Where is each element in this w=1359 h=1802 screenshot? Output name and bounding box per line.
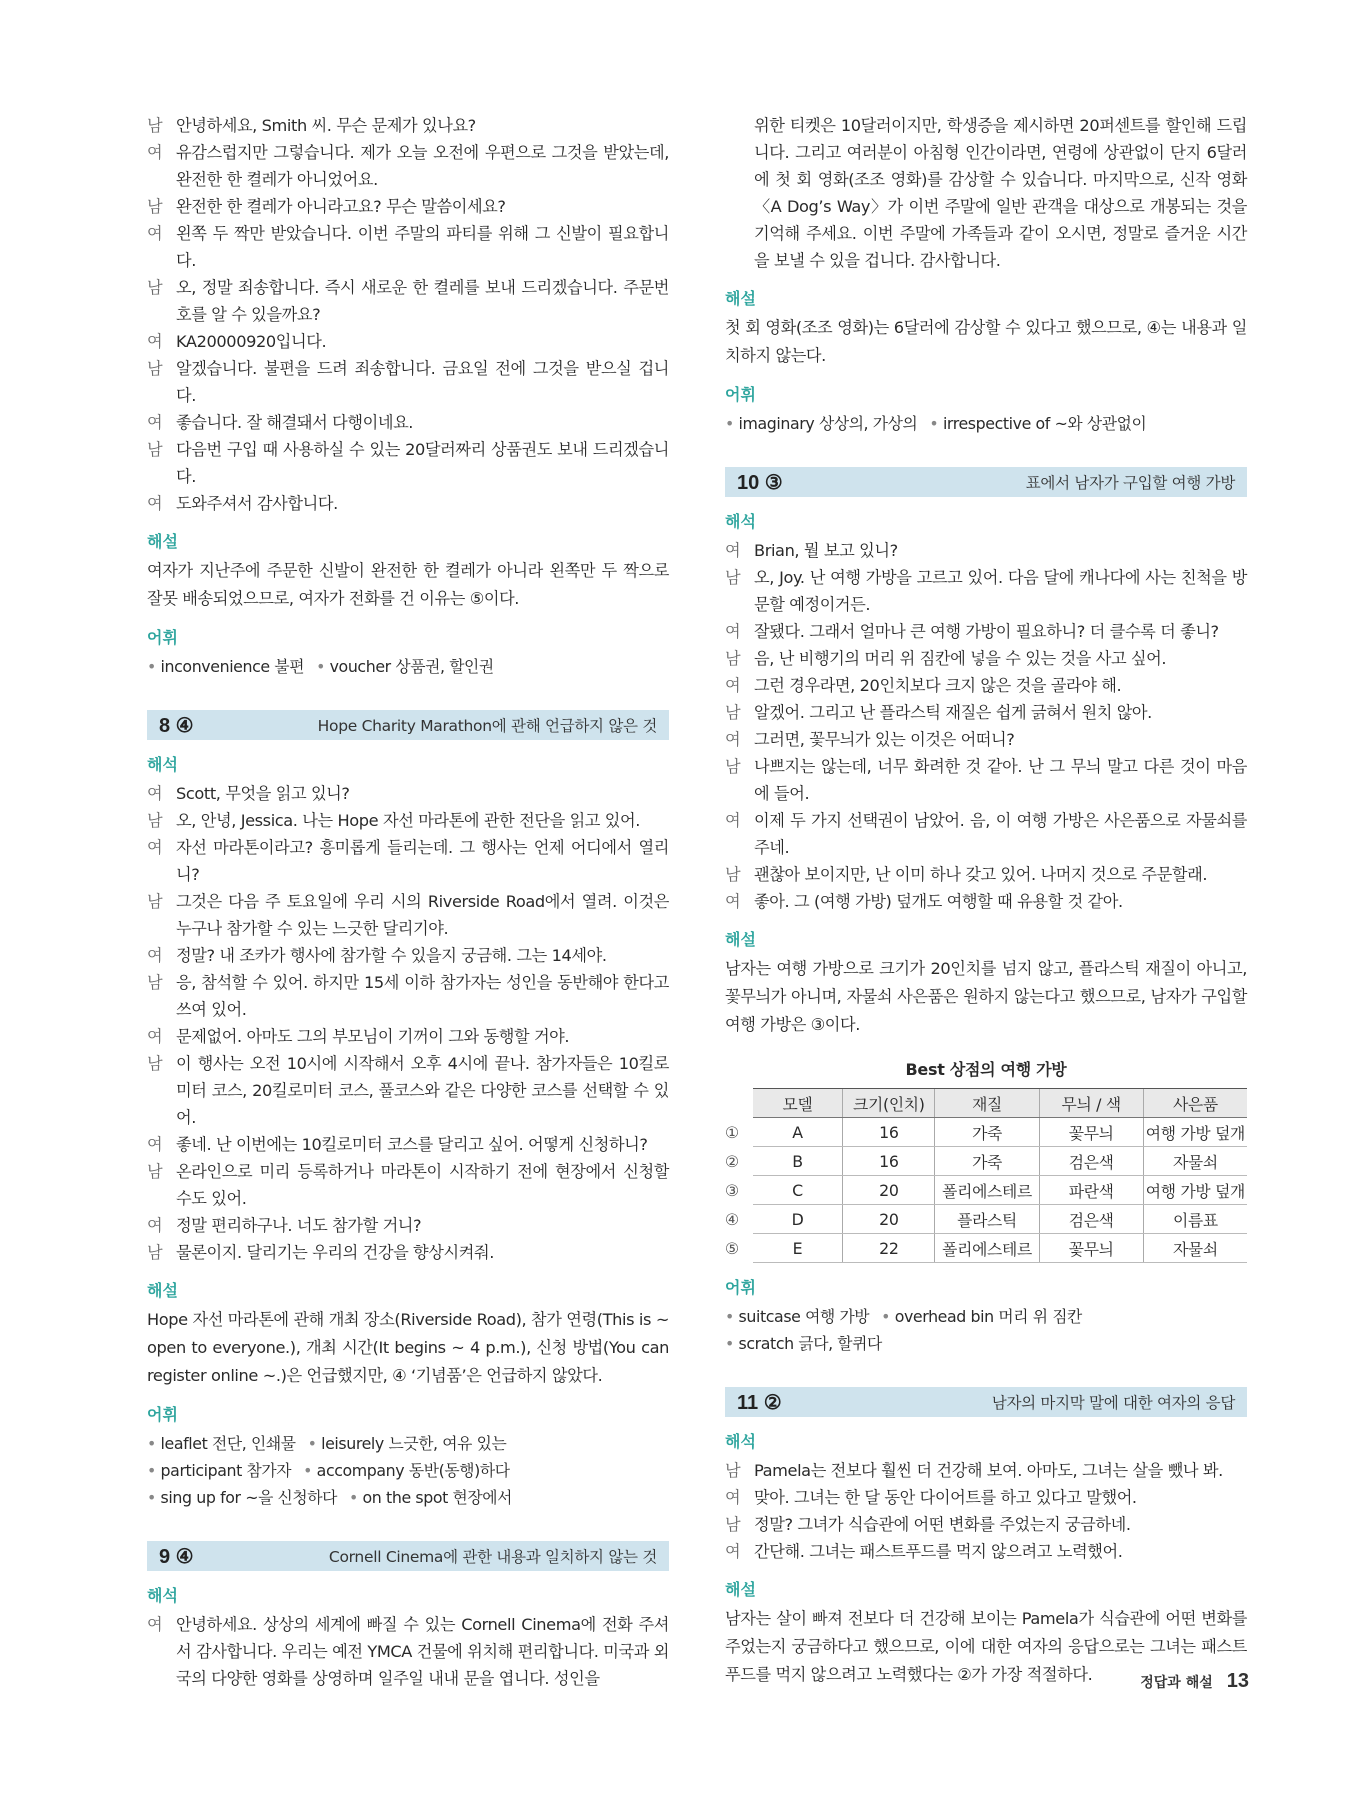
footer-label: 정답과 해설	[1140, 1675, 1213, 1691]
dialog-line	[147, 1131, 669, 1158]
dialog-text: 좋아. 그 (여행 가방) 덮개도 여행할 때 유용할 것 같아.	[754, 892, 1123, 911]
table-cell: 22	[843, 1234, 935, 1263]
table-cell: 검은색	[1039, 1147, 1143, 1176]
dialog-text: Pamela는 전보다 훨씬 더 건강해 보여. 아마도, 그녀는 살을 뺐나 봐.	[754, 1461, 1223, 1480]
dialog-text: 정말 편리하구나. 너도 참가할 거니?	[176, 1216, 422, 1235]
page-number: 13	[1226, 1670, 1249, 1692]
speaker-label: 여	[147, 143, 163, 162]
speaker-label: 여	[147, 1027, 163, 1046]
table-cell: 폴리에스테르	[935, 1234, 1039, 1263]
dialog-text: 다음번 구입 때 사용하실 수 있는 20달러짜리 상품권도 보내 드리겠습니다.	[176, 440, 669, 486]
dialog-text: Brian, 뭘 보고 있니?	[754, 541, 898, 560]
dialog-text: Scott, 무엇을 읽고 있니?	[176, 784, 350, 803]
speaker-label: 남	[147, 197, 163, 216]
haeseol-label: 해설	[725, 289, 756, 308]
dialog-line	[147, 409, 669, 436]
dialog-text: 자선 마라톤이라고? 흥미롭게 들리는데. 그 행사는 언제 어디에서 열리니?	[176, 838, 669, 884]
right-column	[725, 112, 1247, 1689]
dialog-line	[147, 220, 669, 274]
vocab-item: • inconvenience 불편	[147, 653, 304, 680]
speaker-label: 남	[147, 1162, 163, 1181]
speaker-label: 여	[147, 784, 163, 803]
dialog-line	[725, 645, 1247, 672]
speaker-label: 여	[725, 811, 741, 830]
speaker-label: 여	[147, 838, 163, 857]
dialog-text: 완전한 한 켤레가 아니라고요? 무슨 말씀이세요?	[176, 197, 506, 216]
dialog-line	[725, 861, 1247, 888]
dialog-line	[147, 328, 669, 355]
dialog-text: 이 행사는 오전 10시에 시작해서 오후 4시에 끝나. 참가자들은 10킬로미터 코스, 20킬로미터 코스, 풀코스와 같은 다양한 코스를 선택할 수 있어.	[176, 1054, 669, 1127]
dialog-text: 안녕하세요, Smith 씨. 무슨 문제가 있나요?	[176, 116, 476, 135]
dialog-text: 온라인으로 미리 등록하거나 마라톤이 시작하기 전에 현장에서 신청할 수도 있어.	[176, 1162, 669, 1208]
dialog-line	[147, 1158, 669, 1212]
table-header-cell: 모델	[753, 1089, 843, 1118]
vocab-item: • voucher 상품권, 할인권	[316, 653, 494, 680]
dialog-line	[147, 274, 669, 328]
table-cell: D	[753, 1205, 843, 1234]
option-mark: ①	[725, 1122, 739, 1142]
dialog-text: 좋네. 난 이번에는 10킬로미터 코스를 달리고 싶어. 어떻게 신청하니?	[176, 1135, 648, 1154]
speaker-label: 남	[147, 440, 163, 459]
dialog-line	[147, 355, 669, 409]
speaker-label: 남	[725, 649, 741, 668]
speaker-label: 여	[147, 1135, 163, 1154]
table-header-cell: 무늬 / 색	[1039, 1089, 1143, 1118]
dialog-line	[725, 726, 1247, 753]
dialog-line	[147, 1239, 669, 1266]
table-cell: 파란색	[1039, 1176, 1143, 1205]
dialog-text: 나쁘지는 않는데, 너무 화려한 것 같아. 난 그 무늬 말고 다른 것이 마음에 들어.	[754, 757, 1247, 803]
dialog-line	[725, 564, 1247, 618]
vocab-item: • scratch 긁다, 할퀴다	[725, 1330, 882, 1357]
table-cell: 20	[843, 1176, 935, 1205]
vocab-item: • imaginary 상상의, 가상의	[725, 410, 917, 437]
dialog-text: 오, 정말 죄송합니다. 즉시 새로운 한 켤레를 보내 드리겠습니다. 주문번호를 알 수 있을까요?	[176, 278, 669, 324]
question-9-header	[147, 1541, 669, 1571]
haeseok-label: 해석	[725, 1432, 756, 1451]
speaker-label: 여	[147, 224, 163, 243]
speaker-label: 여	[725, 730, 741, 749]
dialog-line	[725, 1484, 1247, 1511]
table-cell: C	[753, 1176, 843, 1205]
table-cell: 자물쇠	[1143, 1234, 1247, 1263]
table-header-row	[725, 1089, 1247, 1118]
table-row	[725, 1234, 1247, 1263]
haeseol-text: 남자는 여행 가방으로 크기가 20인치를 넘지 않고, 플라스틱 재질이 아니고, 꽃무늬가 아니며, 자물쇠 사은품은 원하지 않는다고 했으므로, 남자가 구입할 여행 가방은 ③이다.	[725, 959, 1247, 1034]
dialog-text: 왼쪽 두 짝만 받았습니다. 이번 주말의 파티를 위해 그 신발이 필요합니다.	[176, 224, 669, 270]
dialog-text: 잘됐다. 그래서 얼마나 큰 여행 가방이 필요하니? 더 클수록 더 좋니?	[754, 622, 1219, 641]
speaker-label: 여	[147, 494, 163, 513]
eohwi-label: 어휘	[725, 385, 756, 404]
dialog-line	[725, 537, 1247, 564]
dialog-text: 음, 난 비행기의 머리 위 짐칸에 넣을 수 있는 것을 사고 싶어.	[754, 649, 1167, 668]
table-title: Best 상점의 여행 가방	[905, 1060, 1067, 1079]
table-cell: 플라스틱	[935, 1205, 1039, 1234]
speaker-label: 남	[147, 811, 163, 830]
haeseol-label: 해설	[147, 532, 178, 551]
table-cell: 검은색	[1039, 1205, 1143, 1234]
dialog-line	[147, 942, 669, 969]
haeseol-label: 해설	[725, 930, 756, 949]
speaker-label: 남	[147, 973, 163, 992]
table-cell: 자물쇠	[1143, 1147, 1247, 1176]
vocab-item: • sing up for ~을 신청하다	[147, 1484, 337, 1511]
dialog-block	[725, 537, 1247, 915]
vocab-item: • leisurely 느긋한, 여유 있는	[308, 1430, 507, 1457]
haeseol-label: 해설	[147, 1281, 178, 1300]
table-cell: B	[753, 1147, 843, 1176]
eohwi-label: 어휘	[725, 1278, 756, 1297]
dialog-text: 위한 티켓은 10달러이지만, 학생증을 제시하면 20퍼센트를 할인해 드립니다. 그리고 여러분이 아침형 인간이라면, 연령에 상관없이 단지 6달러에 첫 회 영화(조조 영화)를 감상할 수 있습니다. 마지막으로, 신작 영화 〈A Dog’s Way〉가 이번 주말에 일반 관객을 대상으로 개봉되는 것을 기억해 주세요. 이번 주말에 가족들과 같이 오시면, 정말로 즐거운 시간을 보낼 수 있을 겁니다. 감사합니다.	[754, 116, 1247, 270]
table-row	[725, 1118, 1247, 1147]
vocab-item: • suitcase 여행 가방	[725, 1303, 869, 1330]
haeseok-label: 해석	[147, 1586, 178, 1605]
table-cell: 꽃무늬	[1039, 1118, 1143, 1147]
haeseol-label: 해설	[725, 1580, 756, 1599]
vocab-item: • on the spot 현장에서	[349, 1484, 512, 1511]
haeseol-text: Hope 자선 마라톤에 관해 개최 장소(Riverside Road), 참가 연령(This is ~ open to everyone.), 개최 시간(It begins ~ 4 p.m.), 신청 방법(You can register online ~.)은 언급했지만, ④ ‘기념품’은 언급하지 않았다.	[147, 1310, 669, 1385]
dialog-text: 좋습니다. 잘 해결돼서 다행이네요.	[176, 413, 414, 432]
dialog-line	[725, 1511, 1247, 1538]
dialog-text: 그러면, 꽃무늬가 있는 이것은 어떠니?	[754, 730, 1015, 749]
vocab-list	[147, 653, 669, 680]
speaker-label: 여	[725, 892, 741, 911]
question-title: Hope Charity Marathon에 관해 언급하지 않은 것	[317, 717, 657, 735]
speaker-label: 여	[725, 1488, 741, 1507]
dialog-line	[147, 834, 669, 888]
speaker-label: 남	[147, 359, 163, 378]
dialog-line	[725, 888, 1247, 915]
left-column	[147, 112, 669, 1692]
vocab-list	[147, 1430, 669, 1511]
speaker-label: 여	[147, 413, 163, 432]
vocab-item: • irrespective of ~와 상관없이	[929, 410, 1146, 437]
vocab-item: • accompany 동반(동행)하다	[303, 1457, 509, 1484]
dialog-line	[147, 780, 669, 807]
option-mark: ⑤	[725, 1238, 739, 1258]
haeseok-label: 해석	[147, 755, 178, 774]
dialog-line	[725, 1538, 1247, 1565]
speaker-label: 여	[147, 1615, 163, 1634]
question-number: 9 ④	[159, 1545, 194, 1568]
table-row	[725, 1147, 1247, 1176]
dialog-line	[147, 112, 669, 139]
dialog-text: 안녕하세요. 상상의 세계에 빠질 수 있는 Cornell Cinema에 전화 주셔서 감사합니다. 우리는 예전 YMCA 건물에 위치해 편리합니다. 미국과 외국의 다양한 영화를 상영하며 일주일 내내 문을 엽니다. 성인을	[176, 1615, 669, 1688]
haeseok-label: 해석	[725, 512, 756, 531]
vocab-item: • overhead bin 머리 위 짐칸	[881, 1303, 1082, 1330]
dialog-block	[147, 112, 669, 517]
dialog-text: 그런 경우라면, 20인치보다 크지 않은 것을 골라야 해.	[754, 676, 1122, 695]
question-number: 10 ③	[737, 471, 783, 494]
speaker-label: 남	[147, 1243, 163, 1262]
question-number: 8 ④	[159, 714, 194, 737]
question-title: 표에서 남자가 구입할 여행 가방	[1025, 474, 1235, 492]
vocab-item: • leaflet 전단, 인쇄물	[147, 1430, 296, 1457]
page-footer	[1140, 1670, 1249, 1693]
haeseol-text: 첫 회 영화(조조 영화)는 6달러에 감상할 수 있다고 했으므로, ④는 내용과 일치하지 않는다.	[725, 318, 1247, 365]
dialog-line	[147, 1611, 669, 1692]
speaker-label: 여	[147, 332, 163, 351]
table-row	[725, 1176, 1247, 1205]
speaker-label: 남	[147, 278, 163, 297]
dialog-text: 도와주셔서 감사합니다.	[176, 494, 338, 513]
dialog-block	[147, 1611, 669, 1692]
table-cell: 폴리에스테르	[935, 1176, 1039, 1205]
option-mark: ③	[725, 1180, 739, 1200]
dialog-line	[725, 672, 1247, 699]
dialog-line	[725, 112, 1247, 274]
table-header-cell: 재질	[935, 1089, 1039, 1118]
table-header-spacer	[725, 1089, 753, 1118]
question-title: Cornell Cinema에 관한 내용과 일치하지 않는 것	[328, 1548, 657, 1566]
speaker-label: 남	[725, 757, 741, 776]
dialog-text: 간단해. 그녀는 패스트푸드를 먹지 않으려고 노력했어.	[754, 1542, 1123, 1561]
dialog-text: 오, 안녕, Jessica. 나는 Hope 자선 마라톤에 관한 전단을 읽고 있어.	[176, 811, 641, 830]
vocab-list	[725, 1303, 1247, 1357]
table-cell: A	[753, 1118, 843, 1147]
dialog-text: 맞아. 그녀는 한 달 동안 다이어트를 하고 있다고 말했어.	[754, 1488, 1137, 1507]
dialog-line	[725, 807, 1247, 861]
dialog-line	[147, 969, 669, 1023]
speaker-label: 남	[725, 703, 741, 722]
dialog-text: 이제 두 가지 선택권이 남았어. 음, 이 여행 가방은 사은품으로 자물쇠를 주네.	[754, 811, 1247, 857]
dialog-line	[147, 193, 669, 220]
speaker-label: 여	[147, 946, 163, 965]
table-cell: 16	[843, 1118, 935, 1147]
dialog-line	[147, 436, 669, 490]
table-cell: E	[753, 1234, 843, 1263]
table-header-cell: 크기(인치)	[843, 1089, 935, 1118]
table-cell: 가죽	[935, 1118, 1039, 1147]
dialog-line	[147, 807, 669, 834]
dialog-text: 괜찮아 보이지만, 난 이미 하나 갖고 있어. 나머지 것으로 주문할래.	[754, 865, 1208, 884]
dialog-text: 알겠어. 그리고 난 플라스틱 재질은 쉽게 긁혀서 원치 않아.	[754, 703, 1152, 722]
dialog-line	[147, 1050, 669, 1131]
vocab-item: • participant 참가자	[147, 1457, 291, 1484]
dialog-line	[147, 139, 669, 193]
table-row	[725, 1205, 1247, 1234]
dialog-line	[147, 490, 669, 517]
question-10-header	[725, 467, 1247, 497]
speaker-label: 여	[147, 1216, 163, 1235]
question-number: 11 ②	[737, 1391, 782, 1414]
dialog-text: 정말? 내 조카가 행사에 참가할 수 있을지 궁금해. 그는 14세야.	[176, 946, 607, 965]
option-mark: ④	[725, 1209, 739, 1229]
haeseol-text: 여자가 지난주에 주문한 신발이 완전한 한 켤레가 아니라 왼쪽만 두 짝으로 잘못 배송되었으므로, 여자가 전화를 건 이유는 ⑤이다.	[147, 561, 669, 608]
dialog-line	[725, 699, 1247, 726]
dialog-text: 유감스럽지만 그렇습니다. 제가 오늘 오전에 우편으로 그것을 받았는데, 완전한 한 켤레가 아니었어요.	[176, 143, 669, 189]
question-11-header	[725, 1387, 1247, 1417]
table-cell: 이름표	[1143, 1205, 1247, 1234]
eohwi-label: 어휘	[147, 628, 178, 647]
table-header-cell: 사은품	[1143, 1089, 1247, 1118]
dialog-line	[725, 1457, 1247, 1484]
dialog-line	[725, 753, 1247, 807]
speaker-label: 여	[725, 676, 741, 695]
table-cell: 꽃무늬	[1039, 1234, 1143, 1263]
dialog-text: 물론이지. 달리기는 우리의 건강을 향상시켜줘.	[176, 1243, 494, 1262]
dialog-text: KA20000920입니다.	[176, 332, 327, 351]
dialog-text: 문제없어. 아마도 그의 부모님이 기꺼이 그와 동행할 거야.	[176, 1027, 570, 1046]
dialog-text: 응, 참석할 수 있어. 하지만 15세 이하 참가자는 성인을 동반해야 한다고 쓰여 있어.	[176, 973, 669, 1019]
dialog-text: 정말? 그녀가 식습관에 어떤 변화를 주었는지 궁금하네.	[754, 1515, 1131, 1534]
dialog-text: 오, Joy. 난 여행 가방을 고르고 있어. 다음 달에 캐나다에 사는 친척을 방문할 예정이거든.	[754, 568, 1247, 614]
speaker-label: 남	[725, 568, 741, 587]
table-cell: 20	[843, 1205, 935, 1234]
vocab-list	[725, 410, 1247, 437]
table-cell: 가죽	[935, 1147, 1039, 1176]
table-cell: 여행 가방 덮개	[1143, 1176, 1247, 1205]
suitcase-table	[725, 1088, 1247, 1263]
speaker-label: 남	[147, 892, 163, 911]
haeseol-text: 남자는 살이 빠져 전보다 더 건강해 보이는 Pamela가 식습관에 어떤 변화를 주었는지 궁금하다고 했으므로, 이에 대한 여자의 응답으로는 그녀는 패스트푸드를 먹지 않으려고 노력했다는 ②가 가장 적절하다.	[725, 1609, 1247, 1684]
dialog-block	[147, 780, 669, 1266]
table-cell: 16	[843, 1147, 935, 1176]
dialog-line	[147, 888, 669, 942]
table-cell: 여행 가방 덮개	[1143, 1118, 1247, 1147]
option-mark: ②	[725, 1151, 739, 1171]
dialog-line	[147, 1212, 669, 1239]
question-title: 남자의 마지막 말에 대한 여자의 응답	[991, 1394, 1235, 1412]
speaker-label: 남	[725, 1461, 741, 1480]
speaker-label: 남	[147, 1054, 163, 1073]
question-8-header	[147, 710, 669, 740]
speaker-label: 남	[725, 865, 741, 884]
speaker-label: 여	[725, 1542, 741, 1561]
dialog-text: 그것은 다음 주 토요일에 우리 시의 Riverside Road에서 열려. 이것은 누구나 참가할 수 있는 느긋한 달리기야.	[176, 892, 669, 938]
speaker-label: 남	[147, 116, 163, 135]
eohwi-label: 어휘	[147, 1405, 178, 1424]
dialog-line	[147, 1023, 669, 1050]
dialog-text: 알겠습니다. 불편을 드려 죄송합니다. 금요일 전에 그것을 받으실 겁니다.	[176, 359, 669, 405]
dialog-line	[725, 618, 1247, 645]
dialog-block	[725, 1457, 1247, 1565]
speaker-label: 여	[725, 622, 741, 641]
speaker-label: 여	[725, 541, 741, 560]
speaker-label: 남	[725, 1515, 741, 1534]
